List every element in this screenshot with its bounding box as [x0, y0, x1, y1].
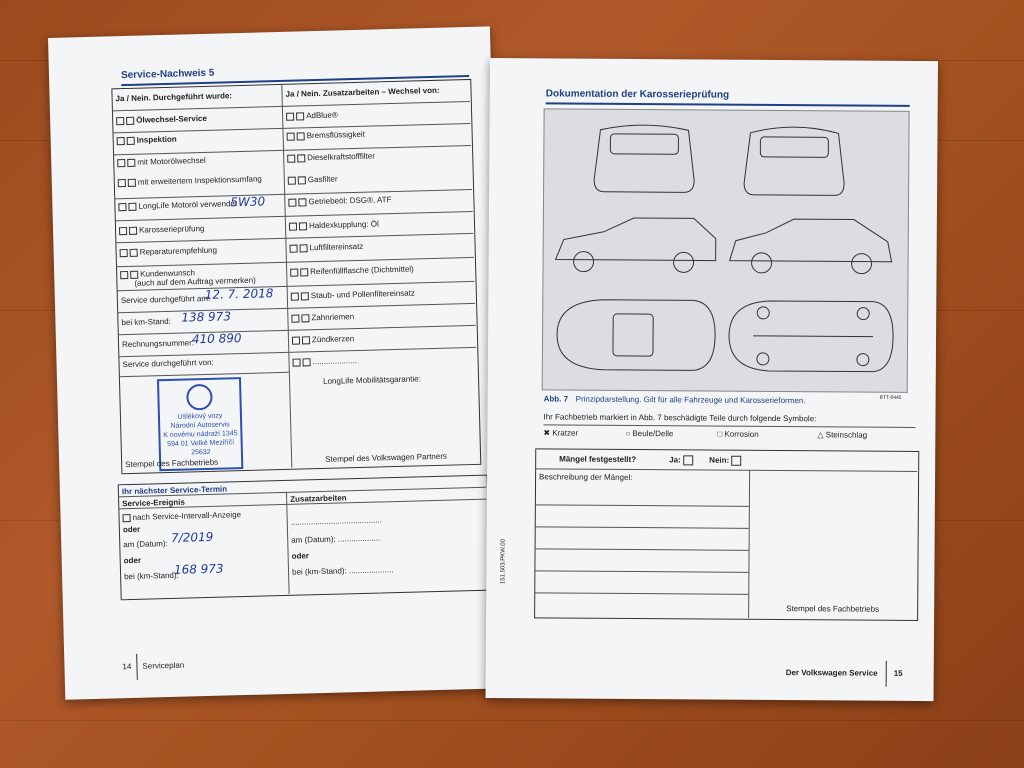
extra-km: bei (km-Stand): ....................: [291, 565, 394, 577]
next-date-label: am (Datum):: [123, 539, 168, 550]
circle-icon: ○: [625, 428, 633, 439]
service-by-label: Service durchgeführt von:: [122, 357, 214, 370]
col-right-header: Ja / Nein. Zusatzarbeiten – Wechsel von:: [285, 85, 440, 99]
next-km-value: 168 973: [173, 561, 224, 577]
row-adblue[interactable]: AdBlue®: [286, 110, 338, 120]
service-date-label: Service durchgeführt am:: [120, 293, 211, 306]
triangle-icon: △: [817, 430, 826, 440]
service-date-value: 12. 7. 2018: [204, 286, 274, 302]
row-inspection[interactable]: Inspektion: [117, 135, 177, 146]
row-other[interactable]: ....................: [292, 356, 357, 367]
right-page: [486, 58, 938, 701]
row-oil-change[interactable]: mit Motorölwechsel: [117, 156, 206, 167]
extra-header: Zusatzarbeiten: [290, 493, 347, 504]
row-haldex[interactable]: Haldexkupplung: Öl: [289, 219, 379, 230]
legend-scratch: ✖ Kratzer: [543, 428, 579, 438]
right-stamp-label: Stempel des Fachbetriebs: [786, 604, 880, 614]
right-footer-title: Der Volkswagen Service: [785, 668, 878, 678]
longlife-label: LongLife Mobilitätsgarantie:: [322, 374, 422, 386]
oil-handwriting: 5W30: [230, 194, 266, 210]
footer-title: Serviceplan: [142, 660, 185, 671]
caption-label: Abb. 7: [543, 394, 569, 404]
event-header: Service-Ereignis: [122, 497, 186, 509]
row-customer-wish[interactable]: Kundenwunsch: [120, 268, 195, 279]
caption-text: Prinzipdarstellung. Gilt für alle Fahrzeuge und Karosserieformen.: [575, 394, 806, 406]
defects-question: Mängel festgestellt?: [559, 454, 637, 465]
square-icon: □: [717, 429, 725, 439]
row-tyre-sealant[interactable]: Reifenfüllflasche (Dichtmittel): [290, 265, 414, 277]
left-page: [48, 26, 507, 699]
col-left-header: Ja / Nein. Durchgeführt wurde:: [115, 91, 233, 104]
row-brake-fluid[interactable]: Bremsflüssigkeit: [287, 130, 365, 141]
dealer-stamp: Ušlékový vozy Národní Autoservis K novému nádraží 1345 594 01 Velké Meziříčí 25632: [157, 377, 243, 471]
right-footer-page: 15: [893, 668, 903, 678]
legend-dent: ○ Beule/Delle: [625, 428, 674, 439]
row-oil-service[interactable]: Ölwechsel-Service: [116, 114, 207, 125]
row-repair-rec[interactable]: Reparaturempfehlung: [120, 246, 218, 258]
next-date-value: 7/2019: [170, 529, 214, 545]
row-air-filter[interactable]: Luftfiltereinsatz: [289, 242, 363, 253]
defects-yes[interactable]: Ja:: [669, 455, 695, 465]
row-extended[interactable]: mit erweitertem Inspektionsumfang: [118, 174, 262, 187]
oder-2: oder: [123, 555, 142, 566]
row-spark-plugs[interactable]: Zündkerzen: [292, 334, 354, 345]
figure-code: BTT-0445: [879, 394, 902, 401]
next-service-title: Ihr nächster Service-Termin: [121, 484, 228, 497]
stamp-label: Stempel des Fachbetriebs: [125, 457, 219, 470]
extra-date: am (Datum): ...................: [291, 533, 381, 545]
car-diagram: [542, 108, 910, 393]
row-body-check[interactable]: Karosserieprüfung: [119, 224, 205, 235]
page-title: Service-Nachweis 5: [120, 67, 215, 82]
side-code: 151.503.PKW.00: [500, 539, 507, 585]
row-diesel-filter[interactable]: Dieselkraftstofffilter: [287, 151, 375, 162]
right-title: Dokumentation der Karosserieprüfung: [545, 88, 730, 101]
invoice-label: Rechnungsnummer:: [121, 338, 195, 350]
extra-dots: .........................................: [290, 515, 382, 527]
car-outlines: [543, 109, 909, 392]
legend-corrosion: □ Korrosion: [717, 429, 759, 439]
oder-1: oder: [122, 524, 141, 535]
footer-page-number: 14: [122, 662, 132, 672]
row-gear-oil[interactable]: Getriebeöl: DSG®, ATF: [288, 195, 391, 207]
row-longlife[interactable]: LongLife Motoröl verwendet: [118, 199, 237, 211]
km-value: 138 973: [181, 309, 232, 325]
legend-stone-chip: △ Steinschlag: [817, 430, 868, 440]
instruction-text: Ihr Fachbetrieb markiert in Abb. 7 beschädigte Teile durch folgende Symbole:: [543, 412, 817, 424]
row-customer-note: (auch auf dem Auftrag vermerken): [134, 275, 256, 288]
row-timing-belt[interactable]: Zahnriemen: [291, 312, 354, 323]
vw-logo-icon: [186, 384, 213, 411]
row-gas-filter[interactable]: Gasfilter: [288, 174, 338, 184]
interval-line[interactable]: nach Service-Intervall-Anzeige: [122, 510, 241, 522]
invoice-value: 410 890: [191, 331, 242, 347]
x-mark-icon: ✖: [543, 428, 553, 438]
km-label: bei km-Stand:: [121, 316, 171, 328]
defects-no[interactable]: Nein:: [709, 456, 743, 466]
partner-stamp-label: Stempel des Volkswagen Partners: [325, 451, 448, 464]
next-km-label: bei (km-Stand):: [124, 570, 179, 582]
description-label: Beschreibung der Mängel:: [539, 472, 633, 483]
row-pollen-filter[interactable]: Staub- und Pollenfiltereinsatz: [291, 288, 415, 300]
oder-3: oder: [291, 551, 310, 561]
